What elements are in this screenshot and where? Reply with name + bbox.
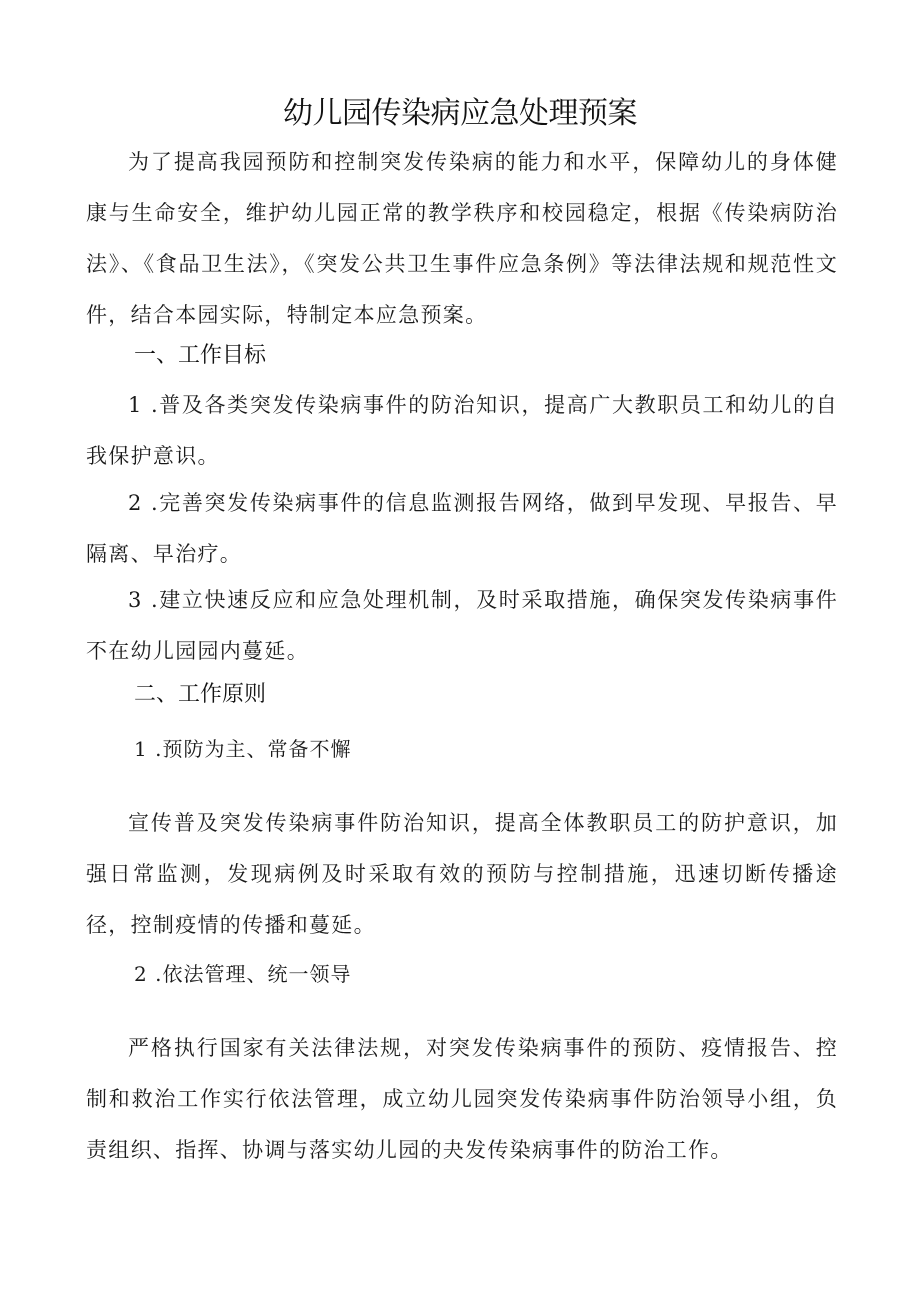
principle-body-2: 严格执行国家有关法律法规，对突发传染病事件的预防、疫情报告、控制和救治工作实行依法管理，成立幼儿园突发传染病事件防治领导小组，负责组织、指挥、协调与落实幼儿园的夬发传染病事件的防治工作。	[86, 1036, 838, 1162]
principle-title-1: 1 .预防为主、常备不懈	[134, 737, 352, 761]
section-heading-principles: 二、工作原则	[134, 682, 267, 707]
goal-item-1: 1 .普及各类突发传染病事件的防治知识，提高广大教职员工和幼儿的自我保护意识。	[86, 393, 838, 468]
goal-item-2: 2 .完善突发传染病事件的信息监测报告网络，做到早发现、早报告、早隔离、早治疗。	[86, 491, 838, 566]
goal-item-3: 3 .建立快速反应和应急处理机制，及时采取措施，确保突发传染病事件不在幼儿园园内蔓延。	[86, 588, 838, 663]
intro-paragraph: 为了提高我园预防和控制突发传染病的能力和水平，保障幼儿的身体健康与生命安全，维护幼儿园正常的教学秩序和校园稳定，根据《传染病防治法》、《食品卫生法》，《突发公共卫生事件应急条例》等法律法规和规范性文件，结合本园实际，特制定本应急预案。	[86, 150, 838, 327]
principle-title-2: 2 .依法管理、统一领导	[134, 962, 352, 986]
section-heading-goals: 一、工作目标	[134, 343, 267, 368]
document-title: 幼儿园传染病应急处理预案	[283, 96, 637, 131]
principle-body-1: 宣传普及突发传染病事件防治知识，提高全体教职员工的防护意识，加强日常监测，发现病例及时采取有效的预防与控制措施，迅速切断传播途径，控制疫情的传播和蔓延。	[86, 811, 838, 937]
